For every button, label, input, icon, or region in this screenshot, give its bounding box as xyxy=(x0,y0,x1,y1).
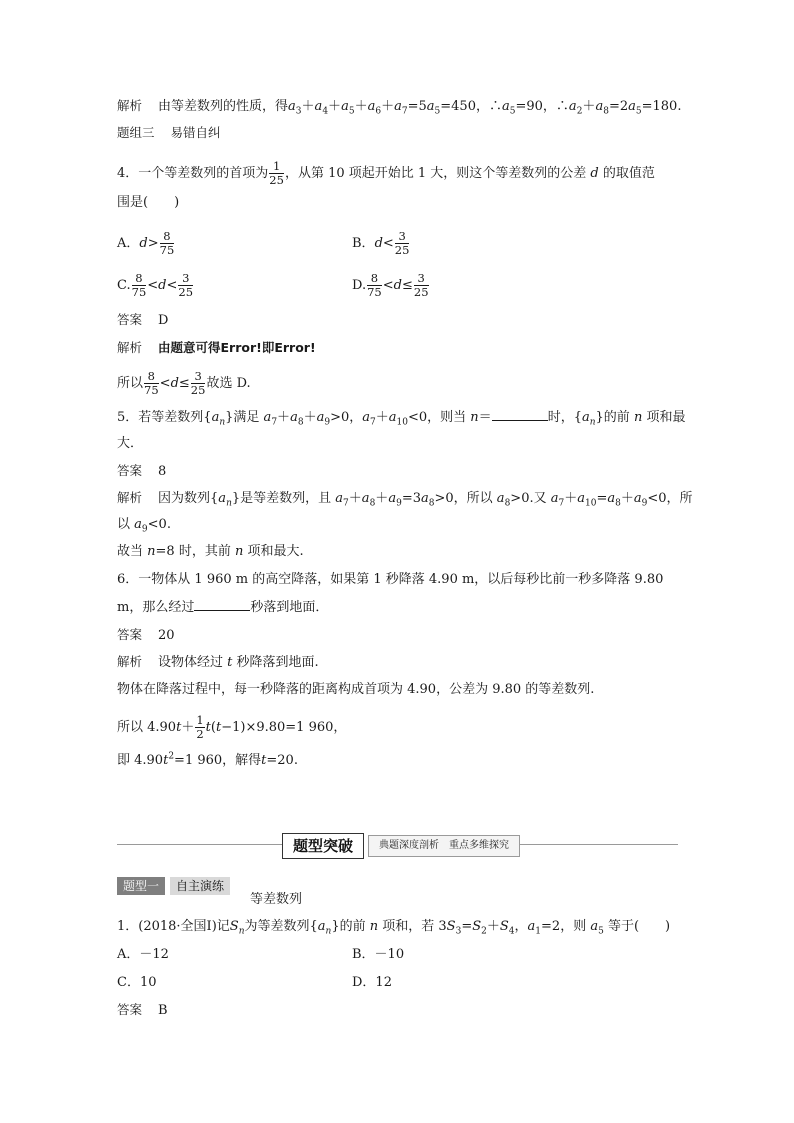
question-5-line2: 大． xyxy=(117,436,144,451)
type-subtag: 自主演练 xyxy=(170,877,230,895)
analysis-6: 解析 设物体经过 t 秒降落到地面. xyxy=(117,654,319,670)
analysis-6-line4: 即 $4.90t^2=1$ 960，解得t=20. xyxy=(117,751,298,768)
section-title-box: 题型突破 xyxy=(282,833,364,859)
analysis-6-line2: 物体在降落过程中，每一秒降落的距离构成首项为 4.90，公差为 9.80 的等差数列. xyxy=(117,682,595,697)
group-label: 题组三 xyxy=(117,125,155,140)
analysis-6-line3: 所以 4.90t＋ $\frac{1}{2}$ t(t−1)×9.80=1 960， xyxy=(117,713,347,741)
question-6-line2: m，那么经过 秒落到地面． xyxy=(117,600,329,615)
question-4-line2: 围是( ) xyxy=(117,195,180,210)
question-6: 6．一物体从 1 960 m 的高空降落，如果第 1 秒降落 4.90 m，以后每秒比前一秒多降落 9.80 xyxy=(117,572,664,587)
answer-5: 答案 8 xyxy=(117,463,167,479)
fraction: $\frac{3}{25}$ xyxy=(413,271,429,299)
fraction: $\frac{1}{25}$ xyxy=(269,159,284,187)
option-1d: D．12 xyxy=(352,975,392,990)
option-d: D. $\frac{8}{75}$ <d≤ $\frac{3}{25}$ xyxy=(352,271,429,299)
fraction: $\frac{8}{75}$ xyxy=(144,369,159,397)
fraction: $\frac{3}{25}$ xyxy=(190,369,206,397)
fraction: $\frac{3}{25}$ xyxy=(178,271,194,299)
type-tag: 题型一 xyxy=(117,877,165,895)
analysis-5-line2: 以 $a_9<0$. xyxy=(117,517,171,535)
section-subtitle-box: 典题深度剖析 重点多维探究 xyxy=(368,835,520,857)
answer-blank xyxy=(194,598,250,611)
fraction: $\frac{8}{75}$ xyxy=(159,229,175,257)
option-1a: A．－12 xyxy=(117,947,169,962)
option-a: A．d> $\frac{8}{75}$ xyxy=(117,229,175,257)
option-b: B．d< $\frac{3}{25}$ xyxy=(352,229,410,257)
fraction: $\frac{1}{2}$ xyxy=(196,713,204,741)
type-heading: 等差数列 xyxy=(250,892,303,907)
question-1: 1．(2018·全国Ⅰ)记$S_n$为等差数列$\{a_n\}$的前 n 项和，若 $3S_3=S_2+S_4$，$a_1=2$，则 $a_5$ 等于( ) xyxy=(117,919,671,937)
analysis-text: 由等差数列的性质，得 xyxy=(158,99,289,114)
divider-left xyxy=(117,844,282,845)
question-4: 4．一个等差数列的首项为 $\frac{1}{25}$ ，从第 10 项起开始比 1 大，则这个等差数列的公差 d 的取值范 xyxy=(117,159,655,187)
group-title: 易错自纠 xyxy=(170,125,221,140)
analysis-line-top: 解析 由等差数列的性质，得$a_3+a_4+a_5+a_6+a_7=5a_5=450$，$\therefore a_5=90$，$\therefore a_2+a_8=2a_5=180$. xyxy=(117,98,682,117)
fraction: $\frac{8}{75}$ xyxy=(367,271,382,299)
conclusion-4: 所以 $\frac{8}{75}$ <d≤ $\frac{3}{25}$ 故选 D. xyxy=(117,369,251,397)
analysis-label: 解析 xyxy=(117,98,143,113)
analysis-5: 解析 因为数列$\{a_n\}$是等差数列，且 $a_7+a_8+a_9=3a_8>0$，所以 $a_8>0$.又 $a_7+a_{10}=a_8+a_9<0$，所 xyxy=(117,490,693,509)
answer-4: 答案 D xyxy=(117,312,169,328)
fraction: $\frac{8}{75}$ xyxy=(131,271,147,299)
question-5: 5．若等差数列$\{a_n\}$满足 $a_7+a_8+a_9>0$，$a_7+a_{10}<0$，则当 n＝ 时，$\{a_n\}$的前 n 项和最 xyxy=(117,410,686,428)
answer-blank xyxy=(492,408,548,421)
answer-1: 答案 B xyxy=(117,1002,168,1018)
fraction: $\frac{3}{25}$ xyxy=(394,229,410,257)
conclusion-5: 故当 n=8 时，其前 n 项和最大. xyxy=(117,544,304,559)
group-heading xyxy=(117,124,221,142)
answer-6: 答案 20 xyxy=(117,627,175,643)
option-c: C. $\frac{8}{75}$ <d< $\frac{3}{25}$ xyxy=(117,271,194,299)
option-1b: B．－10 xyxy=(352,947,405,962)
divider-right xyxy=(518,844,678,845)
option-1c: C．10 xyxy=(117,975,157,990)
analysis-4: 解析 由题意可得Error!即Error! xyxy=(117,340,316,355)
